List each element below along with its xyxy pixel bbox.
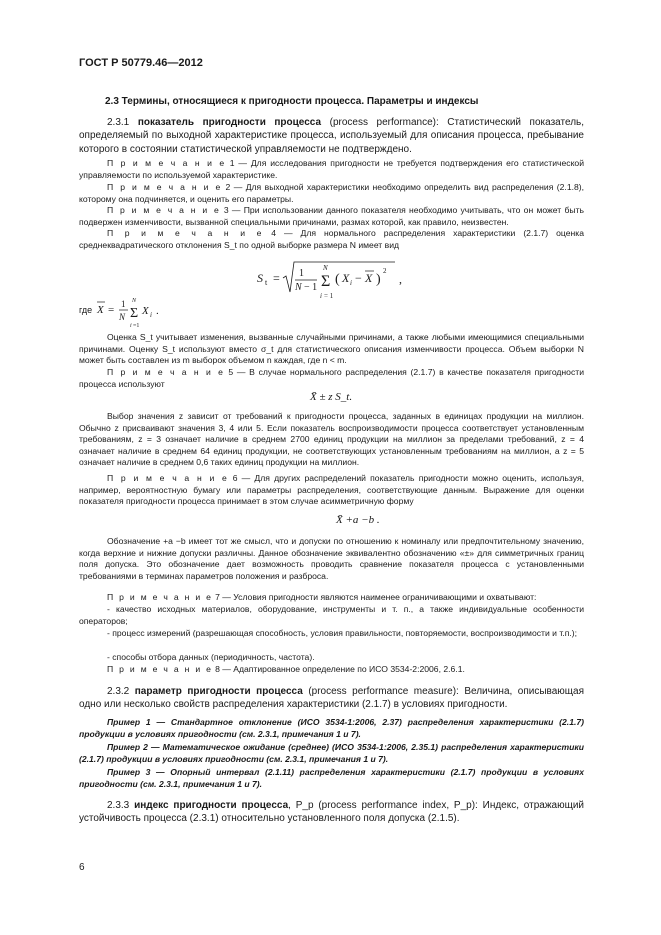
svg-text:X: X [365,271,373,285]
svg-text:=: = [273,271,280,285]
example-3: Пример 3 — Опорный интервал (2.1.11) распределения характеристики (2.1.7) продукции в условиях пригодности (см. 2.3.1, примечания 1 и 7). [79,767,584,789]
note-7: П р и м е ч а н и е 7 — Условия пригодности являются наименее ограничивающими и охватывают: [107,592,537,602]
note-7-item-2: - процесс измерений (разрешающая способность, условия правильности, повторяемости, воспроизводимости и т.п.); [107,628,578,638]
svg-text:N: N [323,264,328,272]
svg-text:,: , [399,272,402,286]
designation-paragraph: Обозначение +a −b имеет тот же смысл, что и допуски по отношению к номиналу или предпочтительному значению, когда верхние и нижние допуски различны. Данное обозначение эквивалентно обозначению «±» для симметричных границ поля допуска. Это обозначение дает возможность проводить сравнение показателя процесса с установленными требованиями в терминах параметров положения и разброса. [79,536,584,581]
svg-text:i: i [130,323,132,329]
svg-text:Σ: Σ [321,273,331,290]
note-5: П р и м е ч а н и е 5 — В случае нормального распределения (2.1.7) в качестве показателя пригодности процесса используют [79,367,584,389]
svg-text:N: N [132,298,137,304]
svg-text:i: i [320,292,322,300]
note-1: П р и м е ч а н и е 1 — Для исследования пригодности не требуется подтверждения его статистической управляемости по используемой характеристике. [79,158,585,180]
svg-text:−: − [355,271,362,285]
svg-text:i: i [350,279,352,287]
svg-text:i: i [150,311,152,319]
formula-xbar [96,293,166,329]
example-2: Пример 2 — Математическое ожидание (среднее) (ИСО 3534-1:2006, 2.35.1) распределения характеристики (2.1.7) продукции в условиях пригодности (см. 2.3.1, примечания 1 и 7). [79,742,584,764]
paragraph-2-3-2: 2.3.2 параметр пригодности процесса (process performance measure): Величина, описывающая одно или несколько свойств распределения характеристики (2.1.7) в условиях пригодности. [79,686,585,711]
st-explanation: Оценка S_t учитывает изменения, вызванные случайными причинами, а также любыми имеющимися специальными причинами. Оценку S_t используют вместо σ_t для статистического описания изменчивости процесса. Объем выборки N может быть составлен из m выборок объемом n каждая, где n < m. [79,332,584,366]
formula-st [255,256,425,302]
svg-text:X: X [97,304,104,316]
note-2: П р и м е ч а н и е 2 — Для выходной характеристики необходимо определить вид распределения (2.1.8), которому она подчиняется, и оценить его параметры. [79,182,585,204]
page-number: 6 [79,862,85,873]
section-title: 2.3 Термины, относящиеся к пригодности процесса. Параметры и индексы [105,96,479,107]
example-1: Пример 1 — Стандартное отклонение (ИСО 3534-1:2006, 2.37) распределения характеристики (2.1.7) продукции в условиях пригодности (см. 2.3.1, примечания 1 и 7). [79,717,584,739]
note-8: П р и м е ч а н и е 8 — Адаптированное определение по ИСО 3534-2:2006, 2.6.1. [107,664,465,674]
svg-text:X: X [342,271,350,285]
paragraph-2-3-1 [79,116,584,156]
svg-text:= 1: = 1 [324,292,334,300]
formula-n5: X̄ ± z S_t. [310,391,353,403]
z-explanation: Выбор значения z зависит от требований к пригодности процесса, заданных в единицах продукции на миллион. Обычно z присваивают значения 3, 4 или 5. Если показатель воспроизводимости процесса соответствует установленным требованиям, z = 3 означает наличие в среднем 2700 единиц продукции на миллион за пределами требований, z = 4 означает наличие в среднем 64 единиц продукции, не соответствующих установленным требованиям на миллион, а z = 5 означает наличие в среднем 0,6 таких единиц продукции на миллион. [79,411,584,468]
note-7-item-1: - качество исходных материалов, оборудование, инструменты и т. п., а также индивидуальные особенности операторов; [79,604,584,626]
svg-text:): ) [376,272,381,287]
svg-text:=1: =1 [133,323,140,329]
note-4: П р и м е ч а н и е 4 — Для нормального распределения характеристики (2.1.7) оценка среднеквадратического отклонения S_t по одной выборке размера N имеет вид [79,228,585,250]
svg-text:2: 2 [383,267,387,275]
svg-text:Σ: Σ [130,306,139,321]
svg-text:1: 1 [299,268,304,279]
svg-text:N: N [119,312,126,322]
svg-text:.: . [156,305,159,317]
svg-text:S: S [257,271,263,285]
formula-n6: X̄ +a −b . [336,514,380,526]
note-6: П р и м е ч а н и е 6 — Для других распределений показатель пригодности можно оценить, используя, например, вероятностную бумагу или параметры распределения, соответствующие данным. Выражение для оценки показателя пригодности процесса принимает в этом случае асимметричную форму [79,473,584,507]
svg-text:(: ( [335,272,340,287]
document-header: ГОСТ Р 50779.46—2012 [79,57,203,69]
term-name: индекс пригодности процесса [134,800,289,811]
term-name: показатель пригодности процесса [137,117,322,128]
term-name: параметр пригодности процесса [134,686,303,697]
svg-text:t: t [265,278,268,287]
term-definition: (process performance): Статистический показатель, определяемый по выходной характеристике процесса, используемый для описания процесса, пребывание которого в состоянии статистической управляемости не подтверждено. [79,117,585,155]
svg-text:N: N [295,282,302,293]
svg-text:− 1: − 1 [304,282,318,293]
paragraph-2-3-3: 2.3.3 индекс пригодности процесса, P_p (process performance index, P_p): Индекс, отражающий устойчивость процесса (2.3.1) относительно установленного поля допуска (2.1.5). [79,800,585,825]
svg-text:1: 1 [121,299,126,309]
note-3: П р и м е ч а н и е 3 — При использовании данного показателя необходимо учитывать, что он может быть подвержен изменчивости, вызванной специальными причинами, размах которой, как правило, неизвестен. [79,205,584,227]
svg-text:X: X [142,305,149,317]
where-label: где [79,305,93,315]
note-7-item-3: - способы отбора данных (периодичность, частота). [107,652,315,662]
svg-text:=: = [108,304,115,316]
clause-number: 2.3.1 [107,117,130,128]
